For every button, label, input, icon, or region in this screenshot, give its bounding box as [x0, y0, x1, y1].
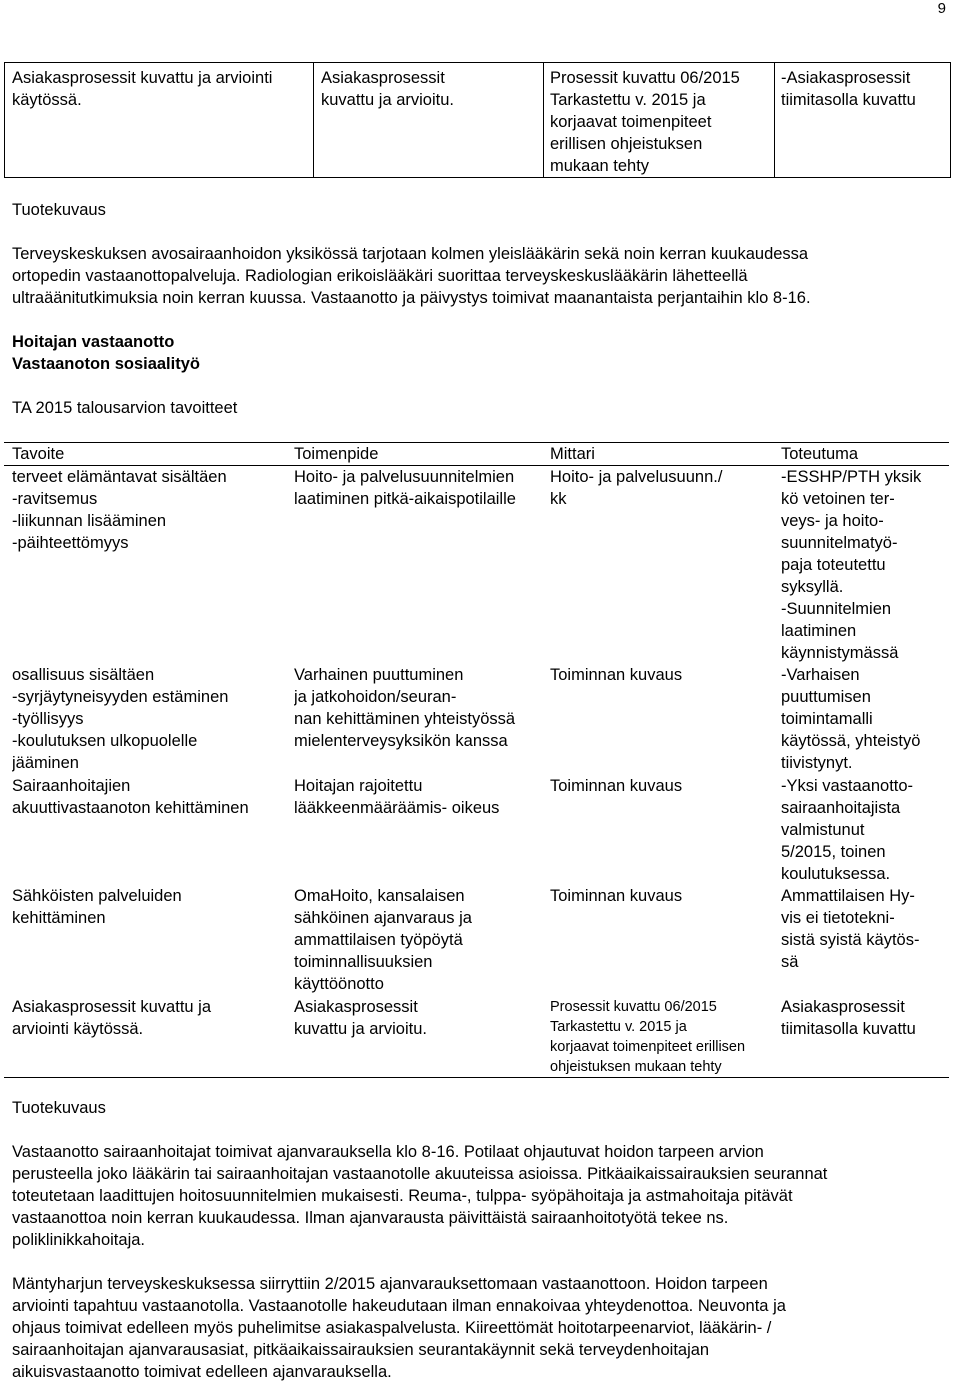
column-header: Tavoite	[12, 445, 65, 463]
reception-change-description: Mäntyharjun terveyskeskuksessa siirryttiin 2/2015 ajanvarauksettomaan vastaanottoon. Hoidon tarpeen arviointi tapahtuu vastaanotolla. Vastaanotolle hakeudutaan ilman ennakoivaa yhteydenottoa. Neuvonta ja ohjaus toimivat edelleen myös puhelimitse asiakaspalvelusta. Kiireettömät hoitotarpeenarviot, lääkärin- / sairaanhoitajan ajanvarausasiat, pitkäaikaissairauksien seurantakäynnit sekä terveydenhoitajan aikuisvastaanotto toimivat edelleen ajanvarauksella.	[12, 1275, 786, 1381]
table-cell: OmaHoito, kansalaisen sähköinen ajanvaraus ja ammattilaisen työpöytä toiminnallisuuksien käyttöönotto	[294, 887, 472, 993]
table-cell: Hoito- ja palvelusuunn./ kk	[550, 468, 723, 508]
table-cell: Asiakasprosessit kuvattu ja arviointi käytössä.	[12, 998, 212, 1038]
section-label: Tuotekuvaus	[12, 201, 106, 219]
table-cell: Prosessit kuvattu 06/2015 Tarkastettu v. 2015 ja korjaavat toimenpiteet erillisen ohjeistuksen mukaan tehty	[550, 999, 746, 1075]
reception-description: Vastaanotto sairaanhoitajat toimivat ajanvarauksella klo 8-16. Potilaat ohjautuvat hoidon tarpeen arvion perusteella joko lääkärin tai sairaanhoitajan vastaanotolle akuuteissa asioissa. Pitkäaikaissairauksien seurannat toteutetaan laadittujen hoitosuunnitelmien mukaisesti. Reuma-, tulppa- syöpähoitaja ja astmahoitaja pitävät vastaanottoa noin kerran kuukaudessa. Ilman ajanvarausta päivittäistä sairaanhoitotyötä tekee ns. poliklinikkahoitaja.	[12, 1143, 828, 1249]
top-table-cell: Asiakasprosessit kuvattu ja arvioitu.	[321, 69, 454, 109]
top-table-cell: Prosessit kuvattu 06/2015 Tarkastettu v. 2015 ja korjaavat toimenpiteet erillisen ohjeistuksen mukaan tehty	[550, 69, 740, 175]
table-cell: Toiminnan kuvaus	[550, 666, 683, 684]
table-cell: terveet elämäntavat sisältäen -ravitsemus -liikunnan lisääminen -päihteettömyys	[12, 468, 227, 552]
table-cell: Hoito- ja palvelusuunnitelmien laatiminen pitkä-aikaispotilaille	[294, 468, 516, 508]
column-header: Toimenpide	[294, 445, 379, 463]
table-cell: Sairaanhoitajien akuuttivastaanoton kehittäminen	[12, 777, 249, 817]
column-header: Toteutuma	[781, 445, 859, 463]
table-cell: Toiminnan kuvaus	[550, 777, 683, 795]
top-table-cell: -Asiakasprosessit tiimitasolla kuvattu	[781, 69, 916, 109]
column-header: Mittari	[550, 445, 595, 463]
page-number: 9	[937, 0, 946, 17]
section-heading: Hoitajan vastaanotto Vastaanoton sosiaalityö	[12, 333, 200, 373]
table-cell: -ESSHP/PTH yksik kö vetoinen ter- veys- ja hoito- suunnitelmatyö- paja toteutettu syksyllä. -Suunnitelmien laatiminen käynnistymässä	[781, 468, 922, 662]
table-cell: -Varhaisen puuttumisen toimintamalli käytössä, yhteistyö tiivistynyt.	[781, 666, 921, 772]
budget-title: TA 2015 talousarvion tavoitteet	[12, 399, 238, 417]
top-table	[4, 62, 951, 178]
product-description: Terveyskeskuksen avosairaanhoidon yksikössä tarjotaan kolmen yleislääkärin sekä noin kerran kuukaudessa ortopedin vastaanottopalveluja. Radiologian erikoislääkäri suorittaa terveyskeskuslääkärin lähetteellä ultraäänitutkimuksia noin kerran kuussa. Vastaanotto ja päivystys toimivat maanantaista perjantaihin klo 8-16.	[12, 245, 811, 307]
table-cell: Hoitajan rajoitettu lääkkeenmääräämis- oikeus	[294, 777, 500, 817]
table-cell: Sähköisten palveluiden kehittäminen	[12, 887, 182, 927]
table-cell: Asiakasprosessit kuvattu ja arvioitu.	[294, 998, 427, 1038]
table-cell: osallisuus sisältäen -syrjäytyneisyyden estäminen -työllisyys -koulutuksen ulkopuolelle jääminen	[12, 666, 229, 772]
column-divider	[774, 63, 775, 177]
goals-table	[4, 442, 949, 1078]
table-cell: Toiminnan kuvaus	[550, 887, 683, 905]
table-cell: -Yksi vastaanotto- sairaanhoitajista valmistunut 5/2015, toinen koulutuksessa.	[781, 777, 914, 883]
table-cell: Ammattilaisen Hy- vis ei tietotekni- sistä syistä käytös- sä	[781, 887, 920, 971]
table-cell: Varhainen puuttuminen ja jatkohoidon/seuran- nan kehittäminen yhteistyössä mielenterveysyksikön kanssa	[294, 666, 516, 750]
top-table-cell: Asiakasprosessit kuvattu ja arviointi käytössä.	[12, 69, 273, 109]
section-label: Tuotekuvaus	[12, 1099, 106, 1117]
table-cell: Asiakasprosessit tiimitasolla kuvattu	[781, 998, 916, 1038]
